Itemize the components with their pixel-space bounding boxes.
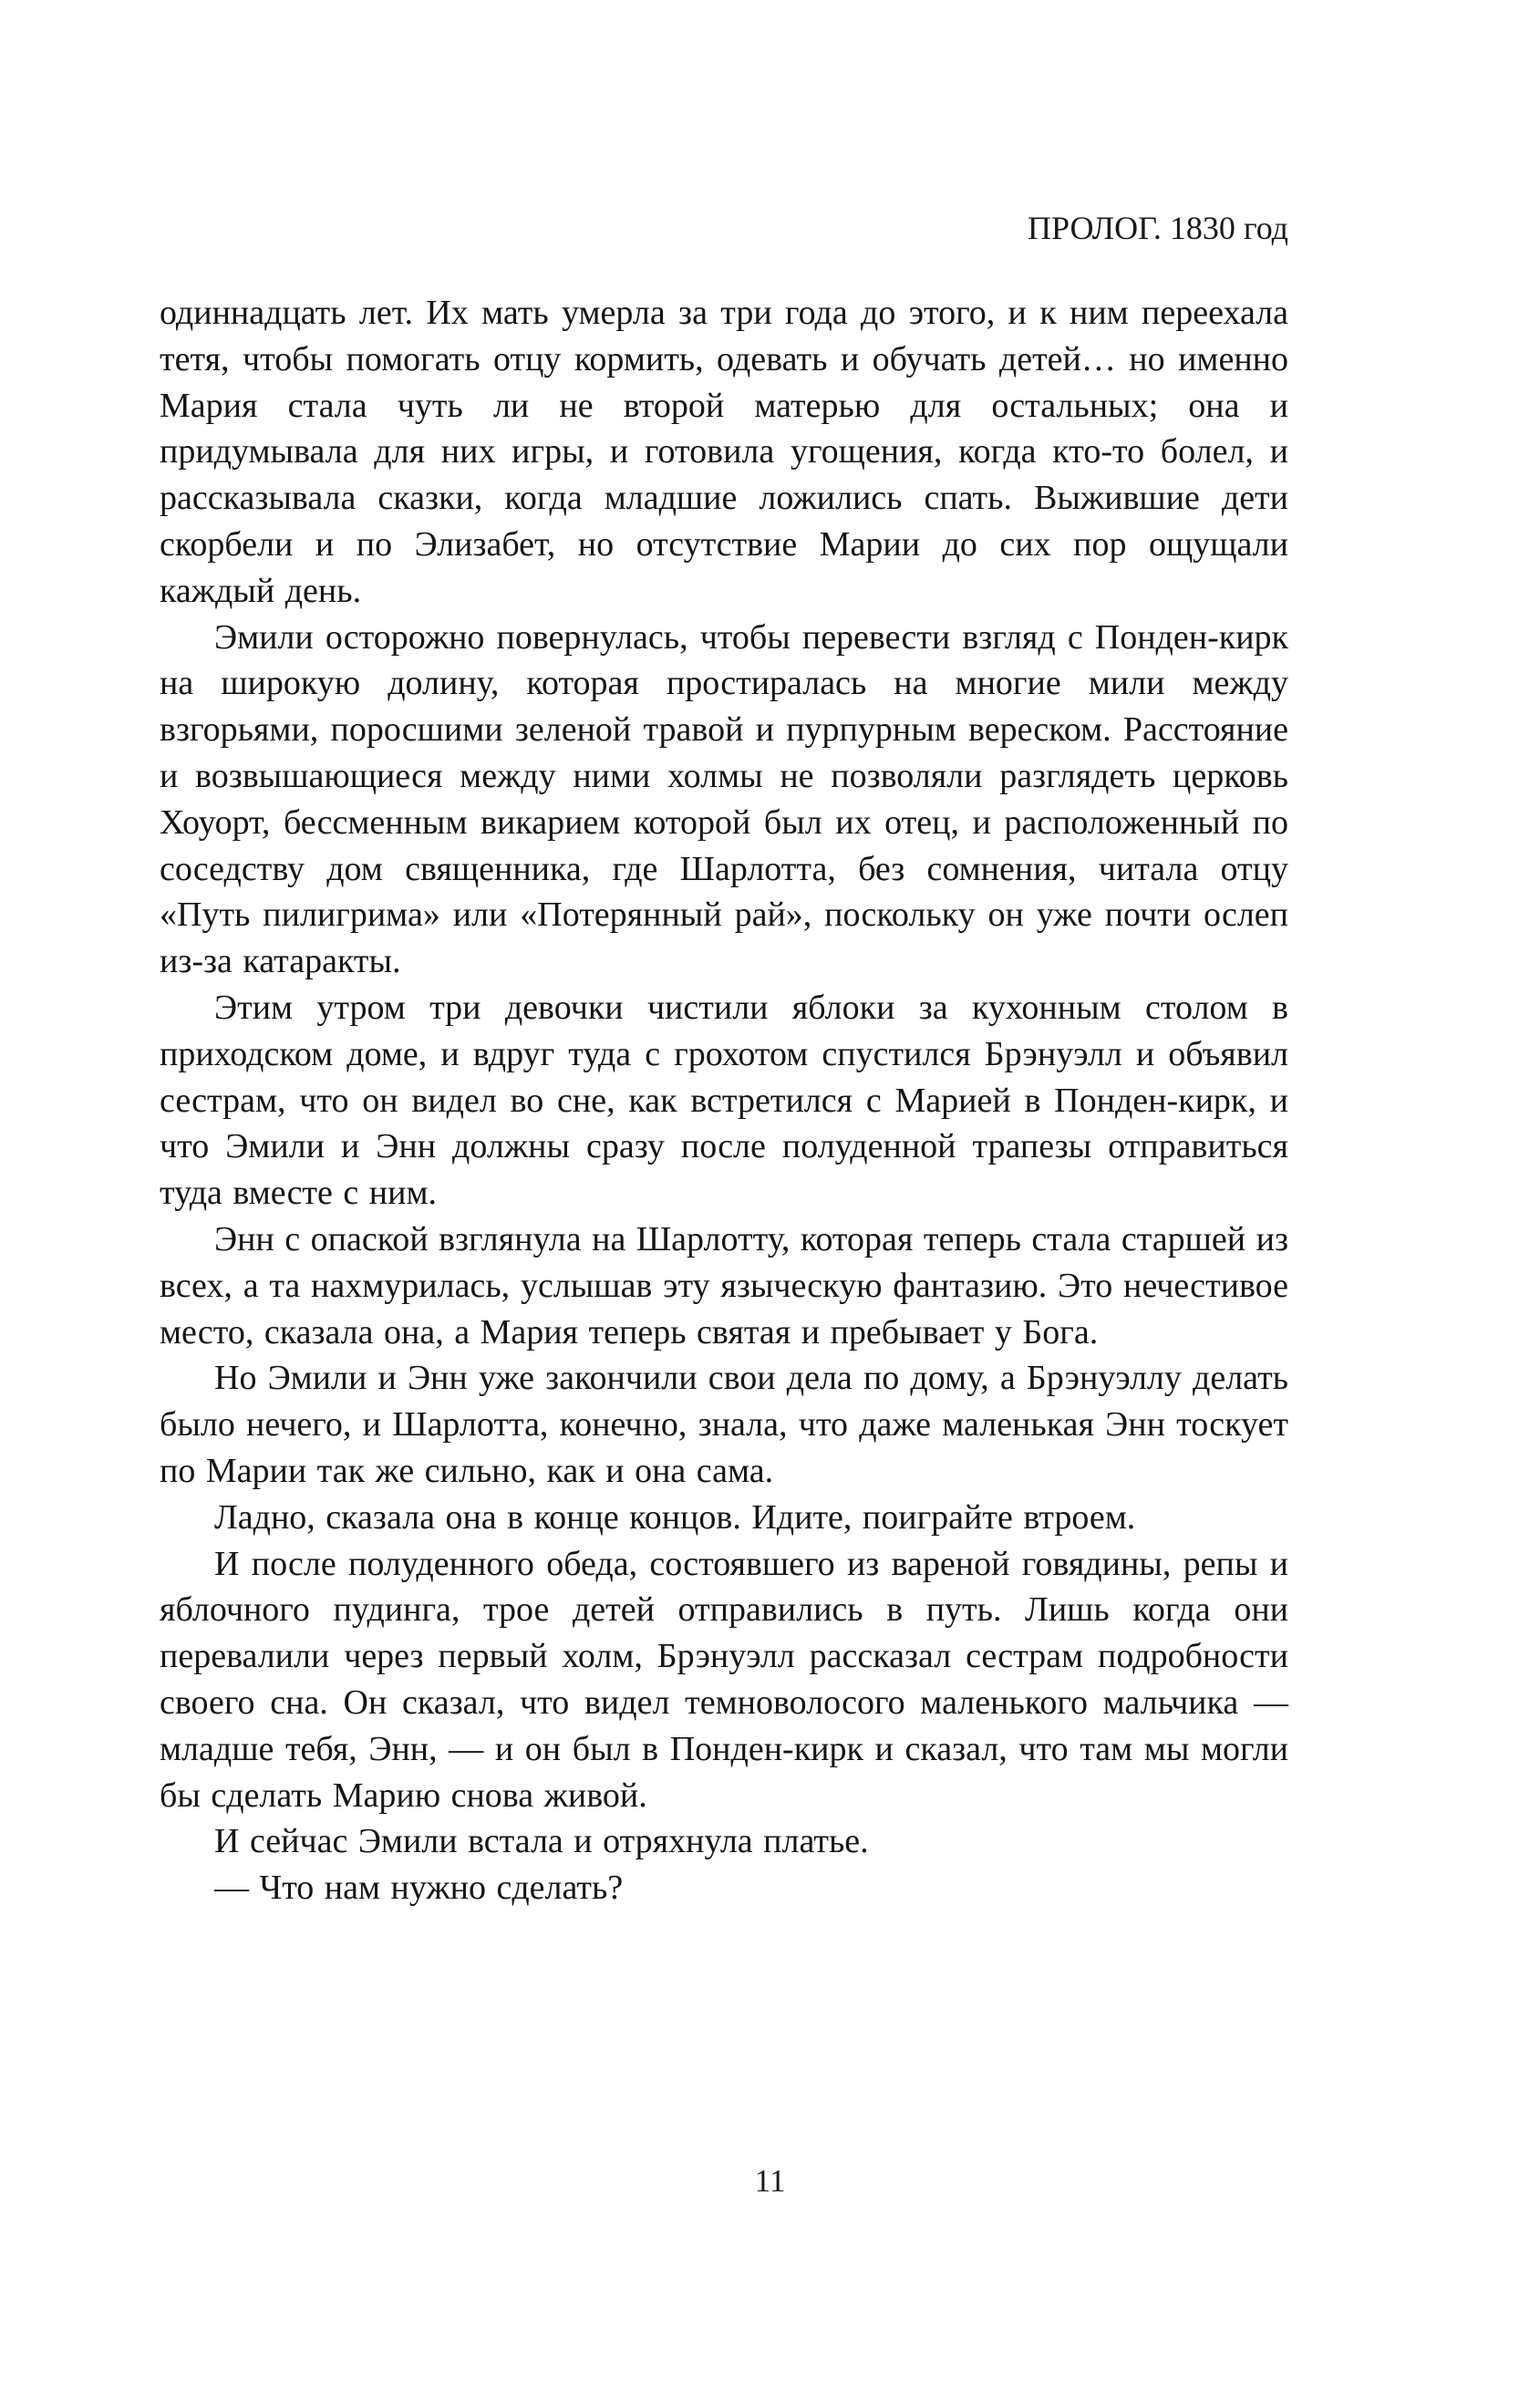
- page-number: 11: [754, 2163, 786, 2199]
- paragraph: И после полуденного обеда, состоявшего из вареной говядины, репы и яблочного пудинга, трое детей отправились в путь. Лишь когда они перевалили через первый холм, Брэнуэлл рассказал сестрам подробности своего сна. Он сказал, что видел темноволосого маленького мальчика — младше тебя, Энн, — и он был в Понден-кирк и сказал, что там мы могли бы сделать Марию снова живой.: [160, 1544, 1288, 1815]
- paragraph: — Что нам нужно сделать?: [214, 1869, 624, 1908]
- paragraph: И сейчас Эмили встала и отряхнула платье.: [214, 1822, 869, 1861]
- running-header: ПРОЛОГ. 1830 год: [1028, 210, 1288, 246]
- body-text: [160, 290, 1288, 1911]
- paragraph: Эмили осторожно повернулась, чтобы перевести взгляд с Понден-кирк на широкую долину, которая простиралась на многие мили между взгорьями, поросшими зеленой травой и пурпурным вереском. Расстояние и возвышающиеся между ними холмы не позволяли разглядеть церковь Хоуорт, бессменным викарием которой был их отец, и расположенный по соседству дом священника, где Шарлотта, без сомнения, читала отцу «Путь пилигрима» или «Потерянный рай», поскольку он уже почти ослеп из-за катаракты.: [160, 617, 1288, 981]
- paragraph: Ладно, сказала она в конце концов. Идите, поиграйте втроем.: [214, 1497, 1136, 1537]
- paragraph: Энн с опаской взглянула на Шарлотту, которая теперь стала старшей из всех, а та нахмурилась, услышав эту языческую фантазию. Это нечестивое место, сказала она, а Мария теперь святая и пребывает у Бога.: [160, 1219, 1288, 1351]
- paragraph: Этим утром три девочки чистили яблоки за кухонным столом в приходском доме, и вдруг туда с грохотом спустился Брэнуэлл и объявил сестрам, что он видел во сне, как встретился с Марией в Понден-кирк, и что Эмили и Энн должны сразу после полуденной трапезы отправиться туда вместе с ним.: [160, 988, 1288, 1213]
- paragraph: одиннадцать лет. Их мать умерла за три года до этого, и к ним переехала тетя, чтобы помогать отцу кормить, одевать и обучать детей… но именно Мария стала чуть ли не второй матерью для остальных; она и придумывала для них игры, и готовила угощения, когда кто-то болел, и рассказывала сказки, когда младшие ложились спать. Выжившие дети скорбели и по Элизабет, но отсутствие Марии до сих пор ощущали каждый день.: [160, 294, 1288, 610]
- paragraph: Но Эмили и Энн уже закончили свои дела по дому, а Брэнуэллу делать было нечего, и Шарлотта, конечно, знала, что даже маленькая Энн тоскует по Марии так же сильно, как и она сама.: [160, 1359, 1288, 1490]
- text-block: [160, 208, 1288, 1911]
